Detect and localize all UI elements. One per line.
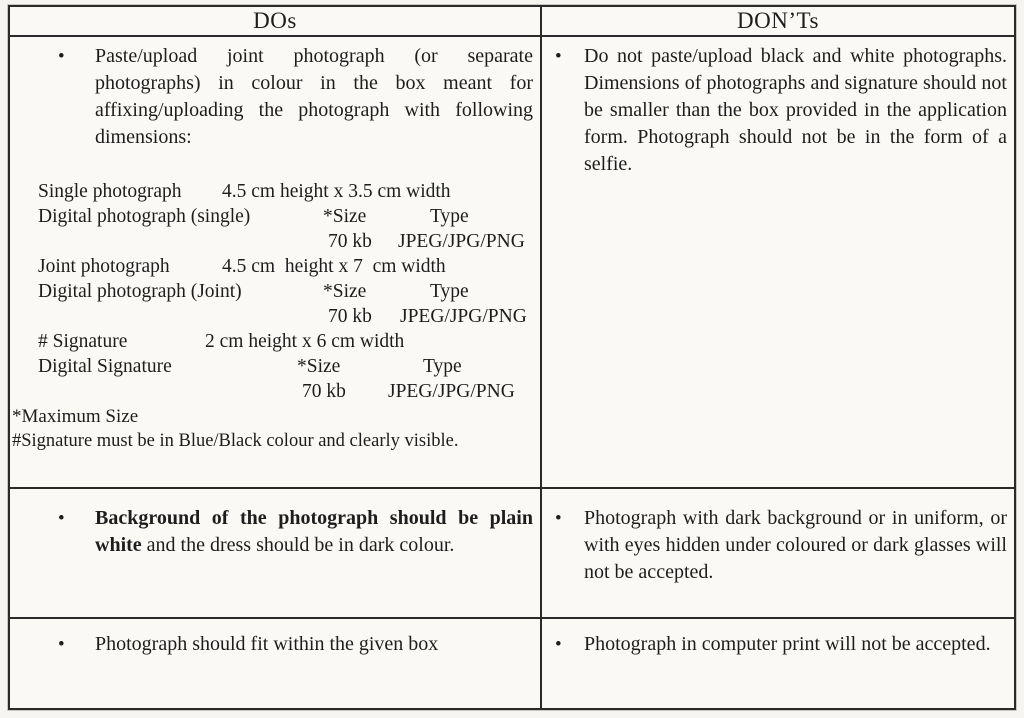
footnote-maximum-size: *Maximum Size [12, 406, 139, 427]
spec-label: Single photograph [38, 181, 182, 202]
spec-type-header: Type [430, 281, 469, 302]
dos-bullet-item [10, 37, 540, 151]
spec-digital-signature-values [10, 379, 540, 404]
dos-fit-box-text: Photograph should fit within the given box [95, 633, 439, 655]
donts-bw-photo-text: Do not paste/upload black and white photographs. Dimensions of photographs and signature should not be smaller than the box provided in the application form. Photograph should not be in the form of a selfie. [584, 45, 1007, 175]
spec-value: 2 cm height x 6 cm width [205, 331, 405, 352]
dos-background-rest-text: and the dress should be in dark colour. [141, 534, 455, 556]
spec-size-value: 70 kb [302, 381, 346, 402]
spec-signature [10, 329, 540, 354]
spec-digital-photo-joint-values [10, 304, 540, 329]
dos-row-fit-box [10, 619, 542, 708]
donts-row-computer-print [542, 619, 1014, 708]
dos-background-bold-text: Background of the photograph should be plain white [95, 507, 533, 556]
bullet-icon: • [555, 634, 562, 655]
footnote-signature-colour: #Signature must be in Blue/Black colour and clearly visible. [12, 431, 459, 451]
spec-size-header: *Size [297, 356, 341, 377]
dos-column-header [10, 7, 542, 37]
dos-bullet-item [10, 619, 540, 658]
spec-type-value: JPEG/JPG/PNG [398, 231, 525, 252]
spec-size-value: 70 kb [328, 306, 372, 327]
spec-label: Joint photograph [38, 256, 170, 277]
spec-type-header: Type [423, 356, 462, 377]
photo-spec-list [10, 179, 540, 404]
donts-bullet-item [542, 37, 1014, 178]
spec-type-value: JPEG/JPG/PNG [400, 306, 527, 327]
spec-label: Digital Signature [38, 356, 172, 377]
donts-bullet-item [542, 619, 1014, 658]
dos-donts-table [8, 5, 1016, 710]
donts-column-header [542, 7, 1014, 37]
bullet-icon: • [58, 508, 65, 529]
spec-size-header: *Size [323, 281, 367, 302]
spec-size-header: *Size [323, 206, 367, 227]
spec-type-value: JPEG/JPG/PNG [388, 381, 515, 402]
spec-single-photograph [10, 179, 540, 204]
spec-digital-signature-header [10, 354, 540, 379]
spec-digital-photo-single-values [10, 229, 540, 254]
donts-row-background [542, 489, 1014, 619]
spec-digital-photo-single-header [10, 204, 540, 229]
spec-label: # Signature [38, 331, 128, 352]
dos-row-photo-dimensions [10, 37, 542, 489]
dos-intro-text: Paste/upload joint photograph (or separate photographs) in colour in the box meant for affixing/uploading the photograph with following dimensions: [95, 45, 533, 148]
bullet-icon: • [555, 508, 562, 529]
dos-header-label: DOs [253, 8, 297, 33]
dos-row-background [10, 489, 542, 619]
donts-computer-print-text: Photograph in computer print will not be accepted. [584, 633, 991, 655]
spec-size-value: 70 kb [328, 231, 372, 252]
spec-value: 4.5 cm height x 7 cm width [222, 256, 446, 277]
dos-bullet-item [10, 489, 540, 559]
spec-label: Digital photograph (Joint) [38, 281, 242, 302]
spec-joint-photograph [10, 254, 540, 279]
bullet-icon: • [58, 634, 65, 655]
donts-row-photo-dimensions [542, 37, 1014, 489]
donts-bullet-item [542, 489, 1014, 586]
bullet-icon: • [555, 46, 562, 67]
donts-header-label: DON’Ts [737, 8, 819, 33]
spec-footnotes [12, 404, 540, 454]
spec-value: 4.5 cm height x 3.5 cm width [222, 181, 451, 202]
spec-digital-photo-joint-header [10, 279, 540, 304]
bullet-icon: • [58, 46, 65, 67]
dos-background-text [95, 505, 540, 559]
spec-label: Digital photograph (single) [38, 206, 251, 227]
spec-type-header: Type [430, 206, 469, 227]
donts-dark-background-text: Photograph with dark background or in uniform, or with eyes hidden under coloured or dark glasses will not be accepted. [584, 507, 1007, 583]
